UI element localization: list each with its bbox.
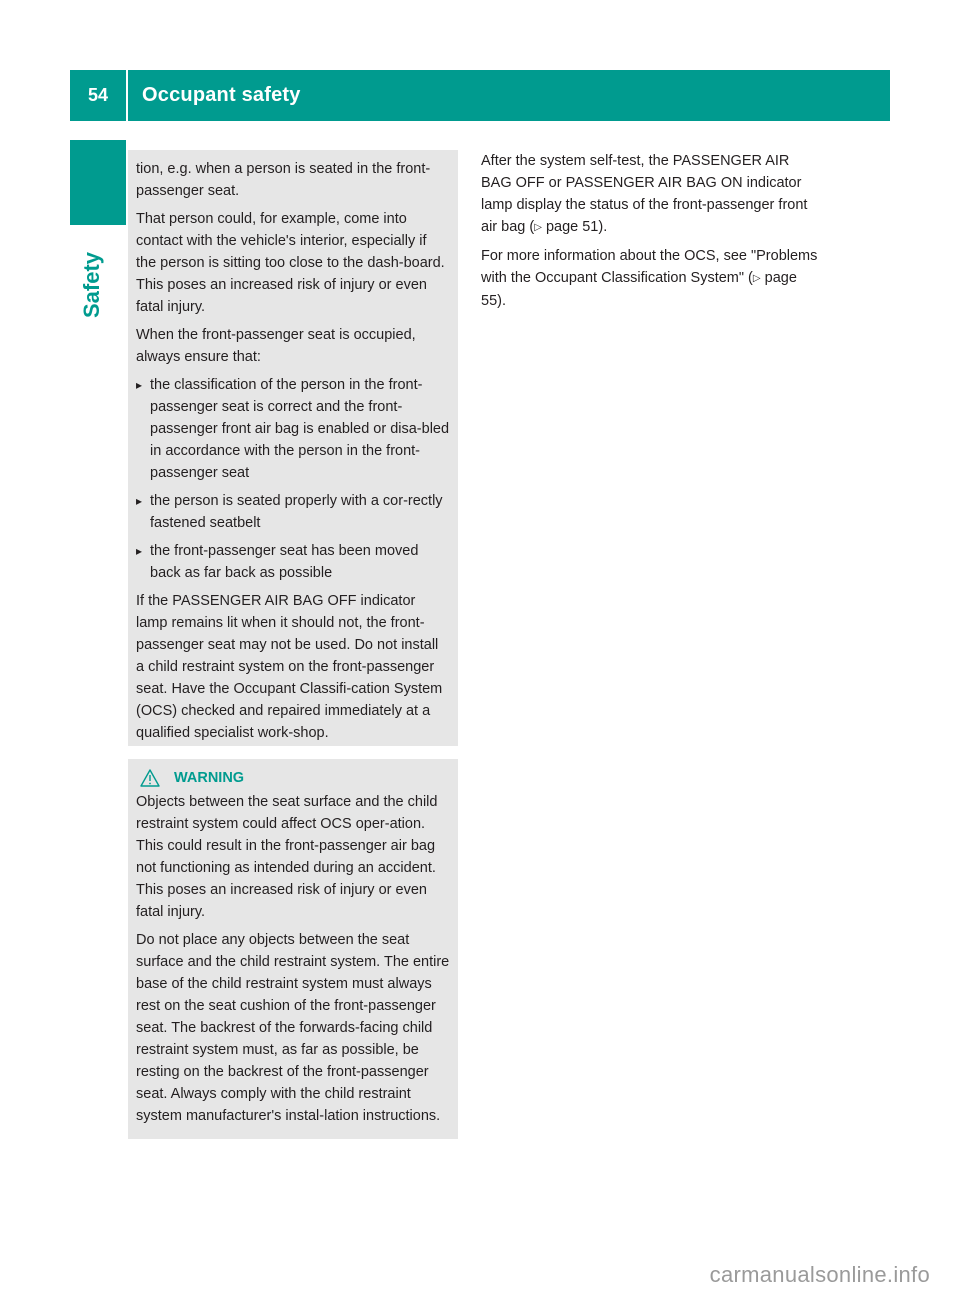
- body-paragraph: [481, 245, 821, 312]
- panel-paragraph: tion, e.g. when a person is seated in the front-passenger seat.: [136, 161, 431, 199]
- list-item: ▸ the classification of the person in the front-passenger seat is correct and the front-passenger front air bag is enabled or disa-bled in accordance with the person in the front-passenger seat: [136, 374, 450, 484]
- header-divider: [126, 70, 128, 121]
- warning-paragraph: Objects between the seat surface and the child restraint system could affect OCS oper-ation. This could result in the front-passenger air bag not functioning as intended during an accident. This poses an increased risk of injury or even fatal injury.: [136, 794, 438, 920]
- panel-paragraph: If the PASSENGER AIR BAG OFF indicator lamp remains lit when it should not, the front-passenger seat may not be used. Do not install a child restraint system on the front-passenger seat. Have the Occupant Classifi-cation System (OCS) checked and repaired immediately at a qualified specialist work-shop.: [136, 593, 443, 741]
- watermark: carmanualsonline.info: [709, 1262, 930, 1287]
- warning-panel: [128, 759, 458, 1139]
- panel-paragraph: When the front-passenger seat is occupied, always ensure that:: [136, 327, 416, 365]
- side-tab-block: [70, 140, 126, 225]
- list-item: ▸ the person is seated properly with a cor-rectly fastened seatbelt: [136, 490, 450, 534]
- right-column: [481, 150, 821, 318]
- side-tab-label: Safety: [79, 251, 104, 318]
- checklist: [136, 374, 450, 584]
- warning-triangle-icon: [140, 769, 160, 787]
- paragraph-text: After the system self-test, the PASSENGER AIR BAG OFF or PASSENGER AIR BAG ON indicator lamp display the status of the front-passenger front air bag (: [481, 153, 808, 235]
- paragraph-text: ).: [598, 219, 608, 235]
- page-ref-arrow-icon: ▷: [752, 273, 761, 284]
- page-header: [70, 70, 890, 121]
- warning-title: WARNING: [174, 770, 245, 786]
- section-title: Occupant safety: [142, 84, 301, 106]
- list-item: ▸ the front-passenger seat has been moved back as far back as possible: [136, 540, 450, 584]
- paragraph-text: For more information about the OCS, see "Problems with the Occupant Classification System" (: [481, 248, 818, 286]
- paragraph-text: ).: [497, 293, 506, 309]
- panel-paragraph: That person could, for example, come into contact with the vehicle's interior, especially if the person is sitting too close to the dash-board. This poses an increased risk of injury or even fatal injury.: [136, 211, 445, 315]
- page-ref-arrow-icon: ▷: [534, 222, 542, 233]
- warning-paragraph: Do not place any objects between the seat surface and the child restraint system. The entire base of the child restraint system must always rest on the seat cushion of the front-passenger seat. The backrest of the forwards-facing child restraint system must, as far as possible, be resting on the backrest of the front-passenger seat. Always comply with the child restraint system manufacturer's instal-lation instructions.: [136, 932, 450, 1124]
- body-paragraph: [481, 150, 821, 239]
- page-number: 54: [87, 85, 109, 105]
- warning-heading: [136, 767, 450, 789]
- info-panel: [128, 150, 458, 746]
- page-reference-link[interactable]: page 51: [545, 219, 599, 235]
- page-reference-link[interactable]: page 55: [481, 270, 797, 309]
